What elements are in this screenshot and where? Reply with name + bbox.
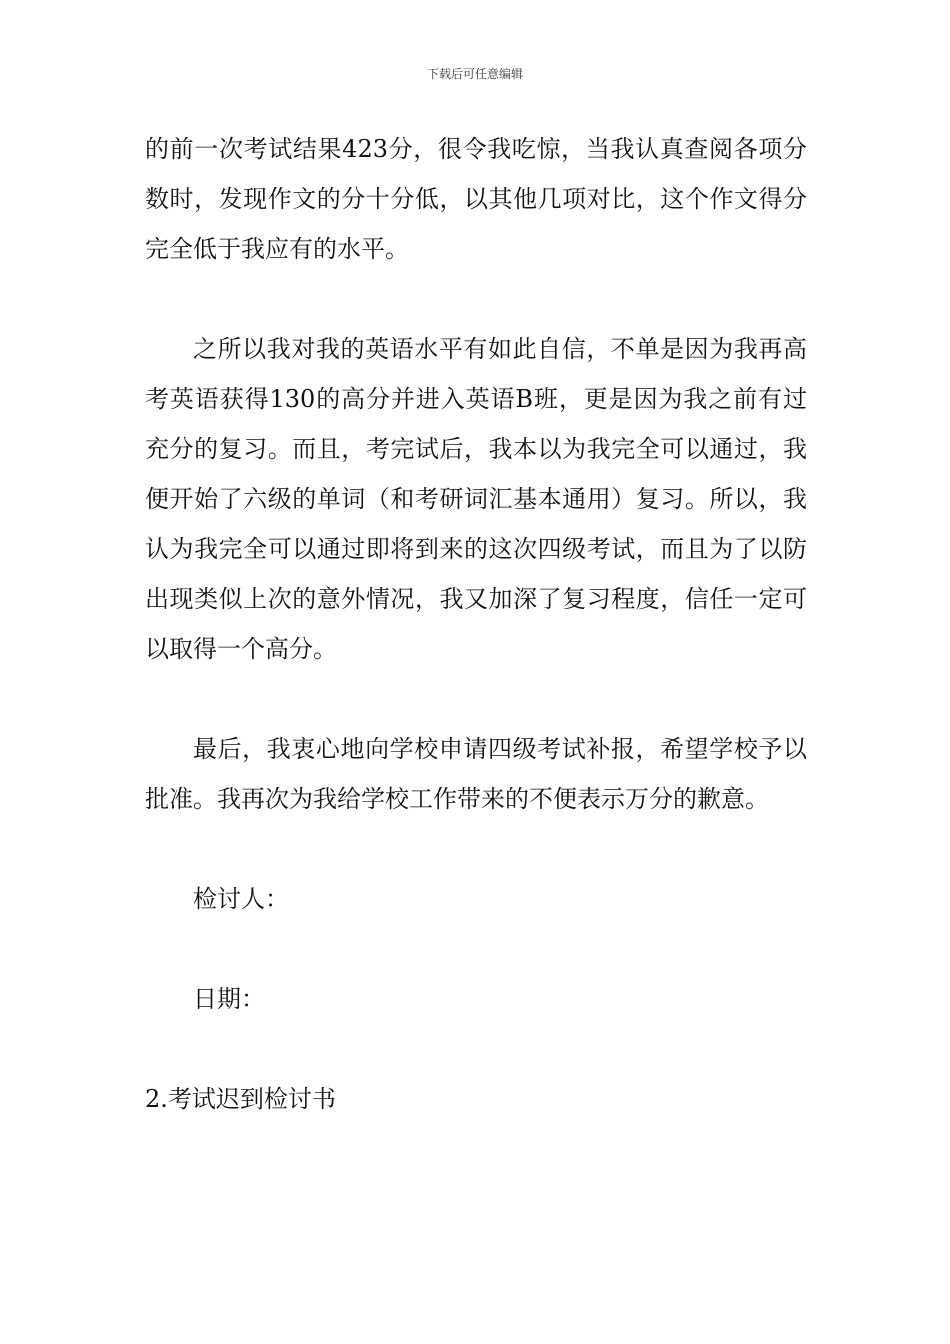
- signer-label: 检讨人：: [193, 885, 289, 913]
- paragraph-request: 最后，我衷心地向学校申请四级考试补报，希望学校予以批准。我再次为我给学校工作带来的不便表示万分的歉意。: [145, 735, 807, 813]
- section-heading: 2.考试迟到检讨书: [145, 1085, 336, 1113]
- date-label: 日期：: [193, 985, 265, 1013]
- paragraph-exam-result: 的前一次考试结果423分，很令我吃惊，当我认真查阅各项分数时，发现作文的分十分低，以其他几项对比，这个作文得分完全低于我应有的水平。: [145, 135, 807, 263]
- page-header: 下载后可任意编辑: [426, 67, 523, 81]
- paragraph-english-confidence: 之所以我对我的英语水平有如此自信，不单是因为我再高考英语获得130的高分并进入英语B班，更是因为我之前有过充分的复习。而且，考完试后，我本以为我完全可以通过，我便开始了六级的单词（和考研词汇基本通用）复习。所以，我认为我完全可以通过即将到来的这次四级考试，而且为了以防出现类似上次的意外情况，我又加深了复习程度，信任一定可以取得一个高分。: [145, 335, 807, 663]
- document-body: [145, 124, 807, 1124]
